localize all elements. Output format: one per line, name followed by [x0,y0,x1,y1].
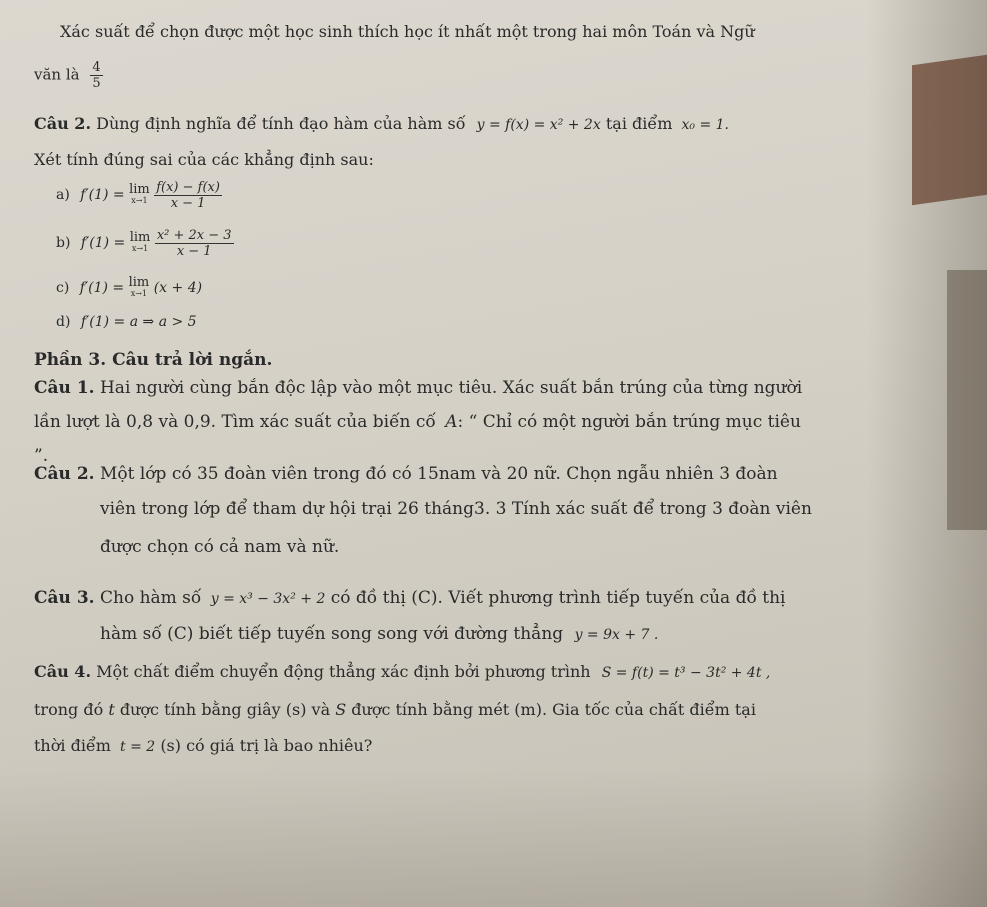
statement-fraction [155,228,234,259]
point-formula: x₀ = 1. [681,117,729,133]
fraction-denominator: x − 1 [176,243,212,259]
function-formula: y = x³ − 3x² + 2 [210,591,326,607]
question-text: trong đó [34,700,104,719]
statement-rhs: (x + 4) [153,280,203,296]
question-label: Câu 2. [34,464,95,484]
question-text: được tính bằng giây (s) và [119,700,331,719]
question-instruction: Xét tính đúng sai của các khẳng định sau: [34,150,374,169]
question-label: Câu 3. [34,588,95,608]
fraction-numerator: x² + 2x − 3 [156,227,232,243]
probability-fraction [90,60,102,91]
section-heading: Phần 3. Câu trả lời ngắn. [34,350,273,370]
statement-c [56,275,202,301]
statement-lhs: f′(1) = [80,187,125,203]
statement-a [56,178,222,212]
question-text: được tính bằng mét (m). Gia tốc của chất điểm tại [351,700,756,719]
question-2-line-1 [34,464,778,484]
question-label: Câu 1. [34,378,95,398]
question-1-line-2 [34,412,801,432]
question-text: Cho hàm số [99,588,202,608]
question-text: Một chất điểm chuyển động thẳng xác định bởi phương trình [96,662,591,681]
question-2-line-2: viên trong lớp để tham dự hội trại 26 tháng3. 3 Tính xác suất để trong 3 đoàn viên [100,499,812,519]
question-text: Hai người cùng bắn độc lập vào một mục tiêu. Xác suất bắn trúng của từng người [99,378,803,398]
fraction-numerator: 4 [92,60,101,75]
question-4-line-3 [34,736,372,757]
question-text: : “ Chỉ có một người bắn trúng mục tiêu [457,412,801,432]
question-text: Dùng định nghĩa để tính đạo hàm của hàm số [96,114,466,133]
question-label: Câu 2. [34,114,92,133]
limit-word: lim [128,275,150,290]
question-text: Một lớp có 35 đoàn viên trong đó có 15nam và 20 nữ. Chọn ngẫu nhiên 3 đoàn [99,464,778,484]
limit-operator [129,184,150,206]
question-3-line-2 [100,624,658,645]
limit-subscript: x→1 [131,244,149,253]
question-label: Câu 4. [34,662,92,681]
intro-line-1: Xác suất để chọn được một học sinh thích học ít nhất một trong hai môn Toán và Ngữ [60,22,755,41]
motion-formula: S = f(t) = t³ − 3t² + 4t , [601,665,771,681]
question-text: lần lượt là 0,8 và 0,9. Tìm xác suất của biến cố [34,412,436,432]
statement-fraction [154,180,222,211]
statement-lhs: f′(1) = [80,235,126,251]
line-equation: y = 9x + 7 . [574,627,659,643]
statement-label: b) [56,235,71,251]
question-4-line-1 [34,662,770,683]
statement-d [56,312,197,332]
question-text: (s) có giá trị là bao nhiêu? [160,736,373,755]
statement-formula: f′(1) = a ⇒ a > 5 [80,314,197,330]
question-text: hàm số (C) biết tiếp tuyến song song với đường thẳng [100,624,564,644]
question-text: tại điểm [605,114,673,133]
function-formula: y = f(x) = x² + 2x [476,117,601,133]
fraction-numerator: f(x) − f(x) [156,179,220,195]
question-1-line-1 [34,378,802,398]
statement-label: a) [56,187,70,203]
shadow-overlay [0,767,987,907]
limit-subscript: x→1 [130,289,148,298]
fraction-denominator: x − 1 [170,195,206,211]
event-symbol: A [445,412,458,432]
question-2-line-3: được chọn có cả nam và nữ. [100,537,340,557]
fraction-denominator: 5 [92,76,101,91]
variable-symbol: S [335,700,347,719]
question-1-line-3: ”. [34,446,49,466]
intro-prefix: văn là [34,65,80,84]
intro-line-2 [34,60,103,91]
statement-b [56,226,234,260]
variable-symbol: t [108,700,115,719]
question-text: có đồ thị (C). Viết phương trình tiếp tuyến của đồ thị [330,588,786,608]
question-4-line-2 [34,700,756,720]
statement-label: c) [56,280,70,296]
limit-word: lim [129,182,150,197]
time-value: t = 2 [120,739,156,755]
statement-label: d) [56,314,71,330]
question-2-statement [34,114,729,135]
limit-word: lim [129,230,151,245]
limit-subscript: x→1 [131,196,148,205]
question-3-line-1 [34,588,786,609]
limit-operator [130,232,151,254]
statement-lhs: f′(1) = [79,280,125,296]
limit-operator [129,277,150,299]
question-text: thời điểm [34,736,111,755]
